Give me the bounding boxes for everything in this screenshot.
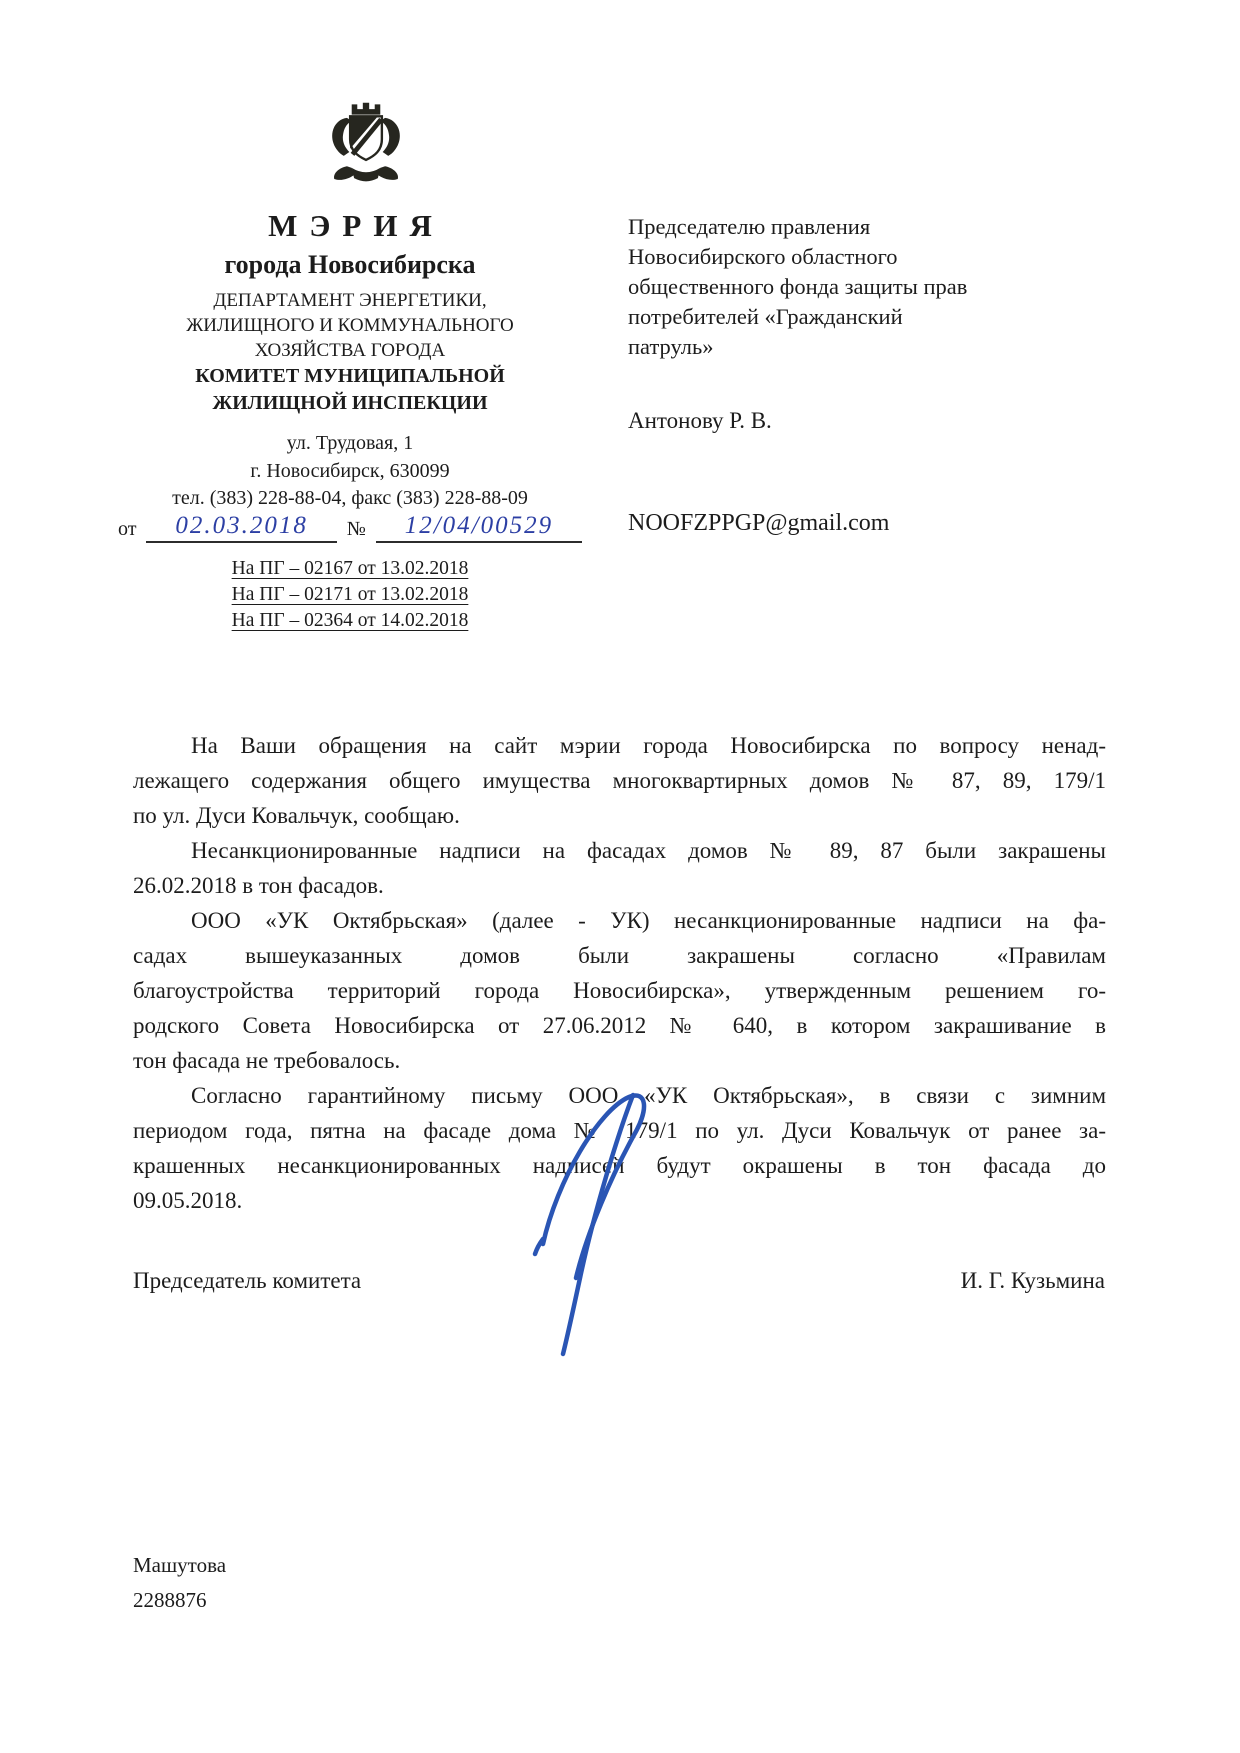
committee-line: КОМИТЕТ МУНИЦИПАЛЬНОЙ [195,365,505,387]
recipient-title-line: потребителей «Гражданский [628,304,903,329]
department-name [100,288,600,363]
body-line: лежащего содержания общего имущества многоквартирных домов № 87, 89, 179/1 [133,768,1106,793]
body-line: благоустройства территорий города Новосибирска», утвержденным решением го- [133,978,1106,1003]
handwritten-signature [505,1082,695,1357]
outgoing-date-field [146,512,336,543]
recipient-title-line: общественного фонда защиты прав [628,274,968,299]
executor-phone: 2288876 [133,1588,207,1612]
recipient-title [628,212,1098,362]
outgoing-number-field [376,512,582,543]
novosibirsk-coat-of-arms-icon [318,98,414,198]
body-line: по ул. Дуси Ковальчук, сообщаю. [133,803,460,828]
body-line: садах вышеуказанных домов были закрашены согласно «Правилам [133,943,1106,968]
body-line: Несанкционированные надписи на фасадах домов № 89, 87 были закрашены [191,838,1106,863]
outgoing-date-handwritten: 02.03.2018 [175,512,308,539]
recipient-title-line: Председателю правления [628,214,871,239]
outgoing-number-label: № [346,518,366,540]
body-line: 26.02.2018 в тон фасадов. [133,873,384,898]
signer-name: И. Г. Кузьмина [960,1268,1105,1293]
outgoing-from-label: от [118,518,137,540]
reference-line: На ПГ – 02171 от 13.02.2018 [231,584,469,605]
committee-name [100,363,600,417]
recipient-name: Антонову Р. В. [628,408,772,433]
body-line: периодом года, пятна на фасаде дома № 179/1 по ул. Дуси Ковальчук от ранее за- [133,1118,1106,1143]
body-line: ООО «УК Октябрьская» (далее - УК) несанкционированные надписи на фа- [191,908,1106,933]
department-line: ХОЗЯЙСТВА ГОРОДА [254,340,446,361]
incoming-references [100,556,600,634]
department-line: ДЕПАРТАМЕНТ ЭНЕРГЕТИКИ, [213,290,487,311]
outgoing-number-handwritten: 12/04/00529 [404,512,554,539]
org-address [100,430,600,513]
committee-line: ЖИЛИЩНОЙ ИНСПЕКЦИИ [212,392,488,414]
recipient-title-line: Новосибирского областного [628,244,898,269]
recipient-title-line: патруль» [628,334,714,359]
body-line: родского Совета Новосибирска от 27.06.2012 № 640, в котором закрашивание в [133,1013,1106,1038]
body-line: 09.05.2018. [133,1188,243,1213]
outgoing-number-row [118,512,582,543]
recipient-email: NOOFZPPGP@gmail.com [628,510,890,536]
signer-title: Председатель комитета [133,1268,362,1293]
reference-line: На ПГ – 02364 от 14.02.2018 [231,610,469,631]
executor-name: Машутова [133,1553,227,1577]
org-name-mayor: МЭРИЯ [268,208,444,243]
department-line: ЖИЛИЩНОГО И КОММУНАЛЬНОГО [186,315,514,336]
address-street: ул. Трудовая, 1 [286,432,414,454]
body-line: Согласно гарантийному письму ООО «УК Октябрьская», в связи с зимним [191,1083,1106,1108]
body-line: На Ваши обращения на сайт мэрии города Новосибирска по вопросу ненад- [191,733,1106,758]
body-line: крашенных несанкционированных надписей будут окрашены в тон фасада до [133,1153,1106,1178]
address-phone-fax: тел. (383) 228-88-04, факс (383) 228-88-09 [172,487,528,509]
org-name-city: города Новосибирска [224,250,476,279]
reference-line: На ПГ – 02167 от 13.02.2018 [231,558,469,579]
address-city: г. Новосибирск, 630099 [250,459,450,482]
body-line: тон фасада не требовалось. [133,1048,401,1073]
